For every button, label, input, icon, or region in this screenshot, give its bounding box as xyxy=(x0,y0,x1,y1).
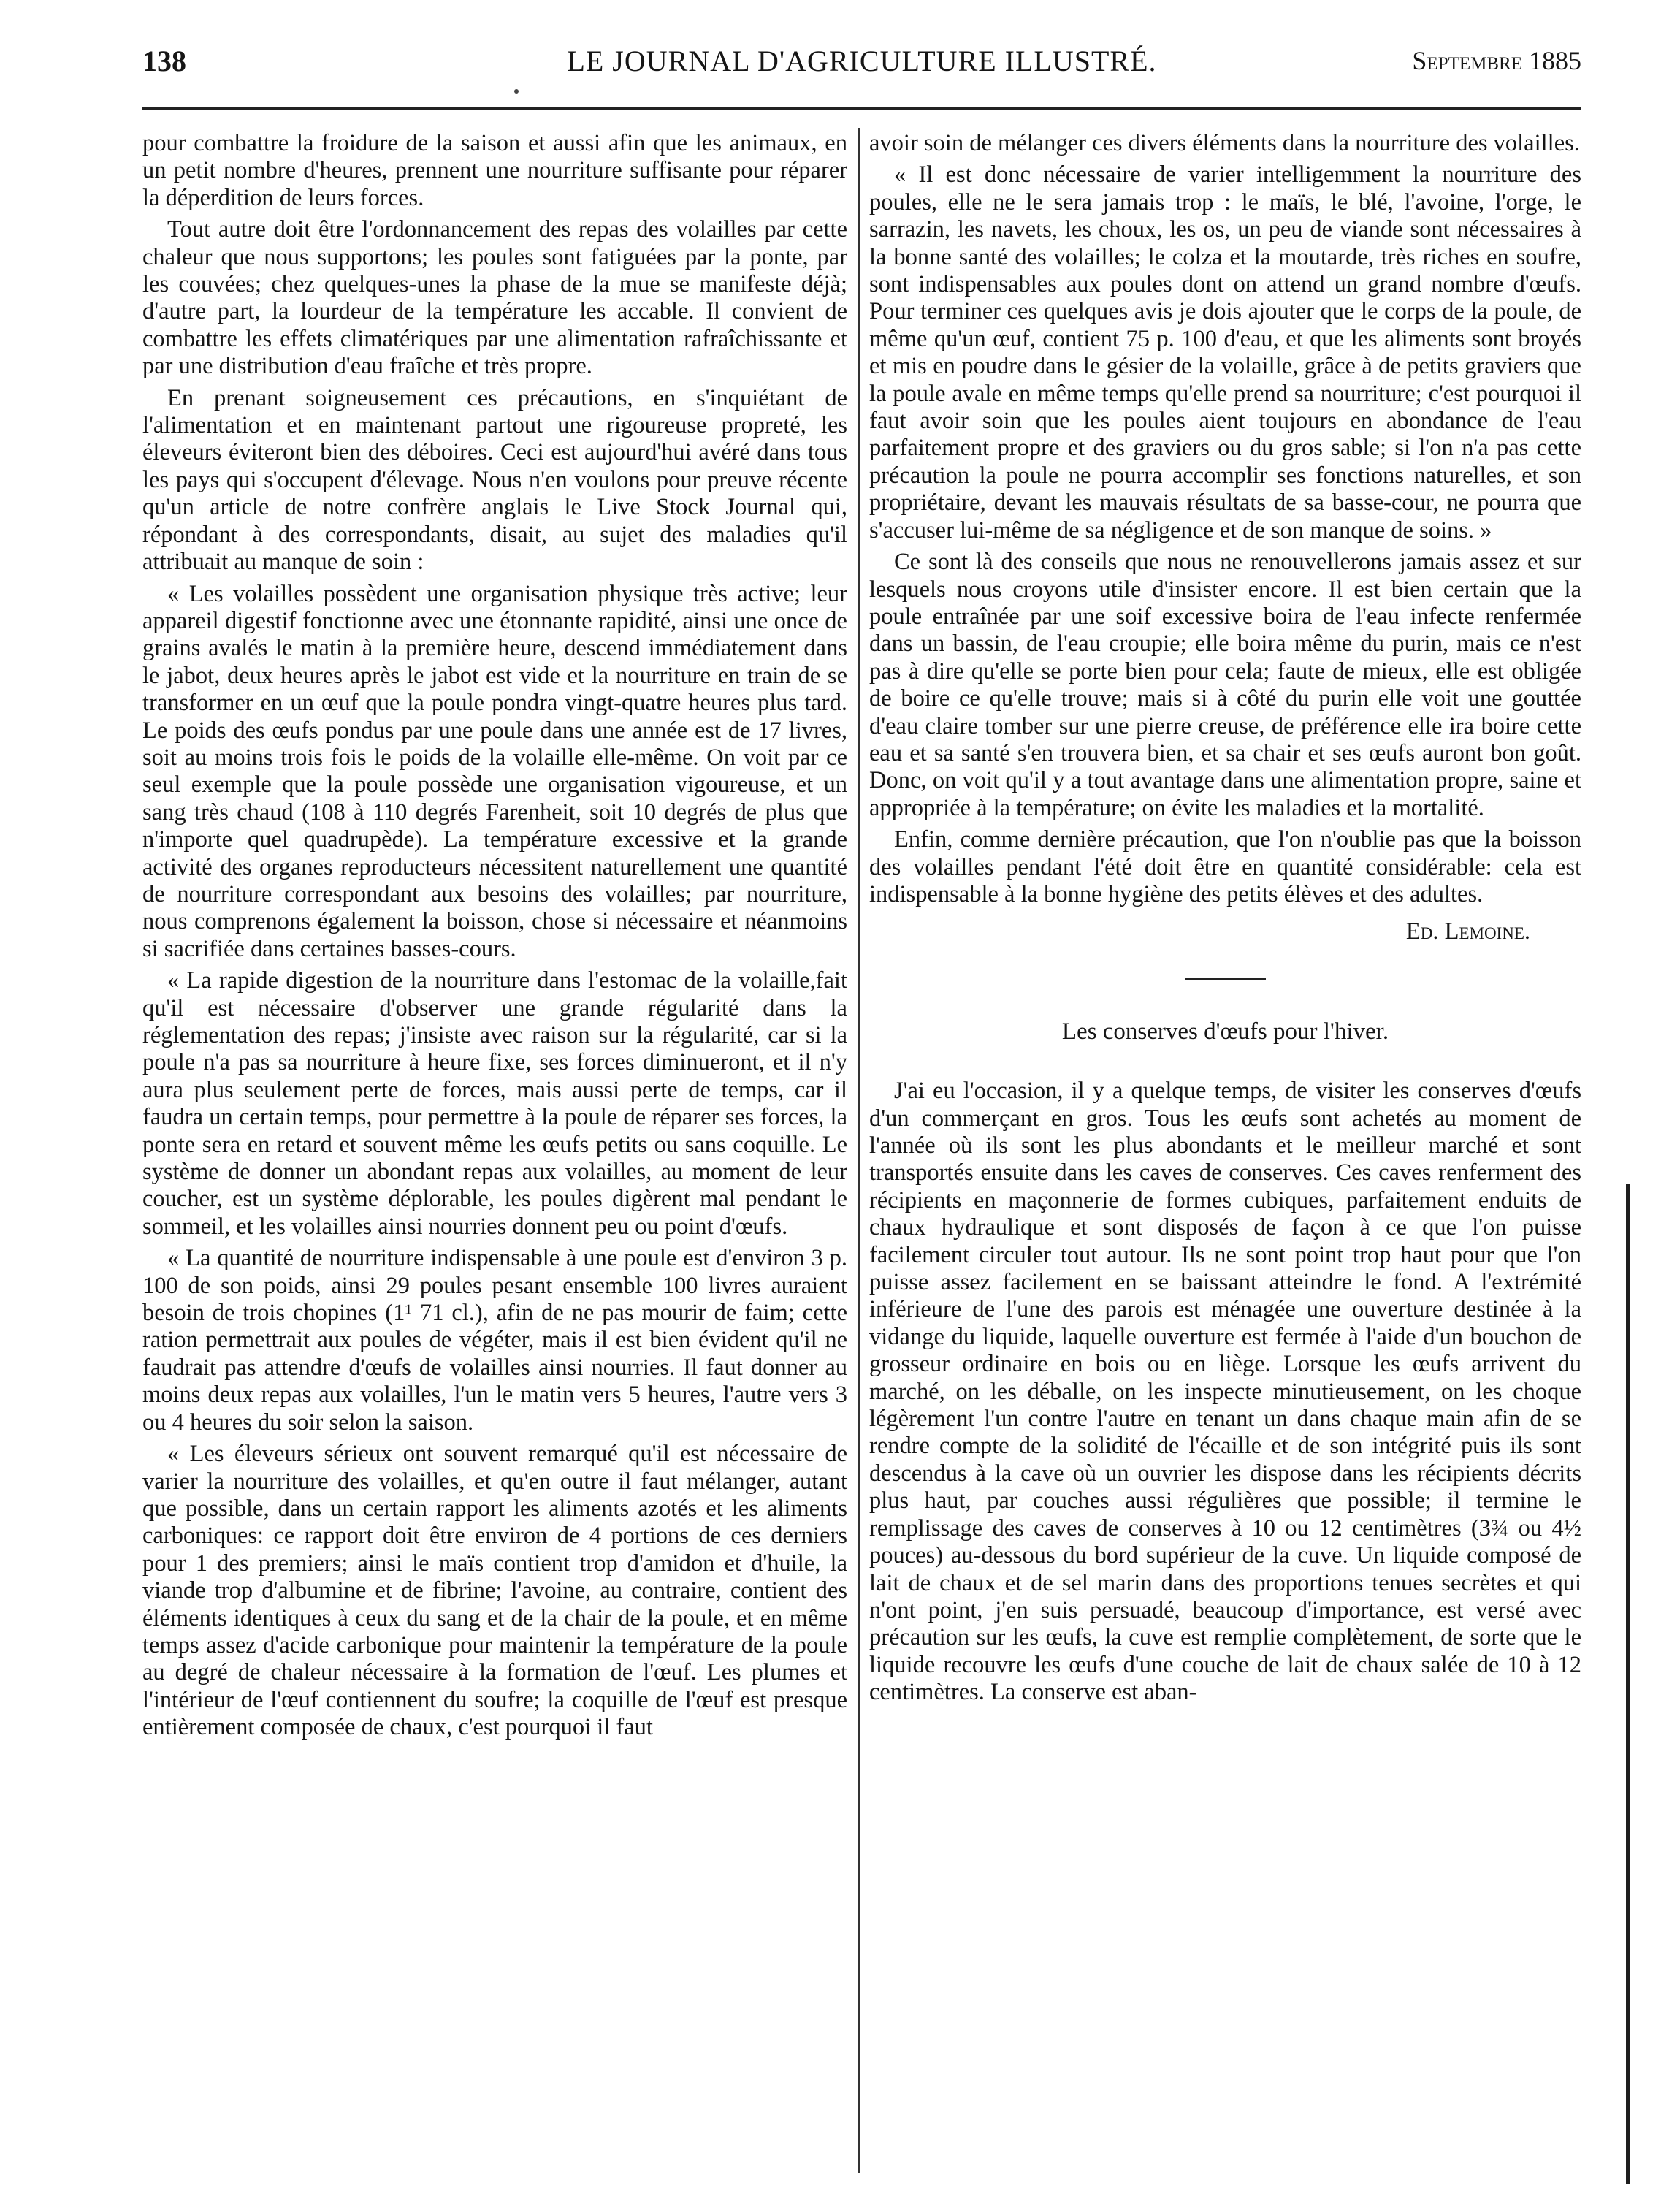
paragraph: Ce sont là des conseils que nous ne renouvellerons jamais assez et sur lesquels nous croyons utile d'insister encore. Il est bien certain que la poule entraînée par une soif excessive boira de l'eau infecte renfermée dans un bassin, de l'eau croupie; elle boira même du purin, mais ce n'est pas à dire qu'elle se porte bien pour cela; faute de mieux, elle est obligée de boire ce qu'elle trouve; mais si à côté du purin elle voit une gouttée d'eau claire tomber sur une pierre creuse, de préférence elle ira boire cette eau et sa santé s'en trouvera bien, et sa chair et ses œufs auront bon goût. Donc, on voit qu'il y a tout avantage dans une alimentation propre, saine et appropriée à la température; on évite les maladies et la mortalité. xyxy=(869,549,1581,821)
header-rule xyxy=(142,107,1581,110)
margin-rule xyxy=(1626,1184,1630,2184)
page-header xyxy=(142,44,1581,88)
paragraph: « Les éleveurs sérieux ont souvent remarqué qu'il est nécessaire de varier la nourriture des volailles, et qu'en outre il faut mélanger, autant que possible, dans un certain rapport les aliments azotés et les aliments carboniques: ce rapport doit être environ de 4 portions de ces derniers pour 1 des premiers; ainsi le maïs contient trop d'amidon et d'huile, la viande trop d'albumine et de fibrine; l'avoine, au contraire, contient des éléments identiques à ceux du sang et de la chair de la poule, et en même temps assez d'acide carbonique pour maintenir la température de la poule au degré de chaleur nécessaire à la formation de l'œuf. Les plumes et l'intérieur de l'œuf contiennent du soufre; la coquille de l'œuf est presque entièrement composée de chaux, c'est pourquoi il faut xyxy=(142,1441,847,1741)
header-dot xyxy=(514,89,519,94)
paragraph: J'ai eu l'occasion, il y a quelque temps, de visiter les conserves d'œufs d'un commerçant en gros. Tous les œufs sont achetés au moment de l'année où ils sont les plus abondants et le meilleur marché et sont transportés ensuite dans les caves de conserves. Ces caves renferment des récipients en maçonnerie de formes cubiques, parfaitement enduits de chaux hydraulique et sont disposés de façon à ce que l'on puisse facilement circuler tout autour. Ils ne sont point trop haut pour que l'on puisse assez facilement en se baissant atteindre le fond. A l'extrémité inférieure de l'une des parois est ménagée une ouverture destinée à la vidange du liquide, laquelle ouverture est fermée à l'aide d'un bouchon de grosseur ordinaire en bois ou en liège. Lorsque les œufs arrivent du marché, on les déballe, on les inspecte minutieusement, on les choque légèrement l'un contre l'autre en tenant un dans chaque main afin de se rendre compte de la solidité de l'écaille et de son intégrité puis ils sont descendus à la cave où un ouvrier les dispose dans les récipients décrits plus haut, par couches aussi régulières que possible; il termine le remplissage des caves de conserves à 10 ou 12 centimètres (3¾ ou 4½ pouces) au-dessous du bord supérieur de la cuve. Un liquide composé de lait de chaux et de sel marin dans des proportions tenues secrètes et qui n'ont point, j'en suis persuadé, beaucoup d'importance, est versé avec précaution sur les œufs, la cuve est remplie complètement, de sorte que le liquide recouvre les œufs d'une couche de lait de chaux salée de 10 à 12 centimètres. La conserve est aban- xyxy=(869,1078,1581,1706)
paragraph: « La rapide digestion de la nourriture dans l'estomac de la volaille,fait qu'il est nécessaire d'observer une grande régularité dans la réglementation des repas; j'insiste avec raison sur la régularité, car si la poule n'a pas sa nourriture à heure fixe, ses forces diminueront, et il n'y aura plus seulement perte de forces, mais aussi perte de temps, car il faudra un certain temps, pour permettre à la poule de réparer ses forces, la ponte sera en retard et souvent même les œufs petits ou sans coquille. Le système de donner un abondant repas aux volailles, au moment de leur coucher, est un système déplorable, les poules digèrent mal pendant le sommeil, et les volailles ainsi nourries donnent peu ou point d'œufs. xyxy=(142,967,847,1240)
section-divider xyxy=(1185,978,1266,980)
paragraph: Enfin, comme dernière précaution, que l'on n'oublie pas que la boisson des volailles pendant l'été doit être en quantité considérable: cela est indispensable à la bonne hygiène des petits élèves et des adultes. xyxy=(869,826,1581,907)
paragraph: Tout autre doit être l'ordonnancement des repas des volailles par cette chaleur que nous supportons; les poules sont fatiguées par la ponte, par les couvées; chez quelques-unes la phase de la mue se manifeste déjà; d'autre part, la lourdeur de la température les accable. Il convient de combattre les effets climatériques par une alimentation rafraîchissante et par une distribution d'eau fraîche et très propre. xyxy=(142,216,847,380)
paragraph: pour combattre la froidure de la saison et aussi afin que les animaux, en un petit nombre d'heures, prennent une nourriture suffisante pour réparer la déperdition de leurs forces. xyxy=(142,130,847,211)
paragraph: « Il est donc nécessaire de varier intelligemment la nourriture des poules, elle ne le sera jamais trop : le maïs, le blé, l'avoine, l'orge, le sarrazin, les navets, les choux, les os, un peu de viande sont nécessaires à la bonne santé des volailles; le colza et la moutarde, très riches en soufre, sont indispensables aux poules dont on attend un grand nombre d'œufs. Pour terminer ces quelques avis je dois ajouter que le corps de la poule, de même qu'un œuf, contient 75 p. 100 d'eau, et que les aliments sont broyés et mis en poudre dans le gésier de la volaille, grâce à de petits graviers que la poule avale en même temps qu'elle prend sa nourriture; c'est pourquoi il faut avoir soin que les poules aient toujours en abondance de l'eau parfaitement propre et des graviers ou du gros sable; si l'on n'a pas cette précaution la poule ne pourra accomplir ses fonctions naturelles, et son propriétaire, devant les mauvais résultats de sa basse-cour, ne pourra que s'accuser lui-même de sa négligence et de son manque de soins. » xyxy=(869,161,1581,544)
paragraph: En prenant soigneusement ces précautions, en s'inquiétant de l'alimentation et en maintenant partout une rigoureuse propreté, les éleveurs éviteront bien des déboires. Ceci est aujourd'hui avéré dans tous les pays qui s'occupent d'élevage. Nous n'en voulons pour preuve récente qu'un article de notre confrère anglais le Live Stock Journal qui, répondant à des correspondants, disait, au sujet des maladies qu'il attribuait au manque de soin : xyxy=(142,384,847,576)
paragraph: « La quantité de nourriture indispensable à une poule est d'environ 3 p. 100 de son poids, ainsi 29 poules pesant ensemble 100 livres auraient besoin de trois chopines (1¹ 71 cl.), afin de ne pas mourir de faim; cette ration permettrait aux poules de végéter, mais il est bien évident qu'il ne faudrait pas attendre d'œufs de volailles ainsi nourries. Il faut donner au moins deux repas aux volailles, l'un le matin vers 5 heures, l'autre vers 3 ou 4 heures du soir selon la saison. xyxy=(142,1245,847,1436)
issue-date: Septembre 1885 xyxy=(1412,46,1581,75)
page-number: 138 xyxy=(142,45,186,77)
paragraph: « Les volailles possèdent une organisation physique très active; leur appareil digestif fonctionne avec une étonnante rapidité, ainsi une once de grains avalés le matin à la première heure, descend immédiatement dans le jabot, deux heures après le jabot est vide et la nourriture en train de se transformer en un œuf que la poule pondra vingt-quatre heures plus tard. Le poids des œufs pondus par une poule dans une année est de 17 livres, soit au moins trois fois le poids de la volaille elle-même. On voit par ce seul exemple que la poule possède une organisation vigoureuse, et un sang très chaud (108 à 110 degrés Farenheit, soit 10 degrés de plus que n'importe quel quadrupède). La température excessive et la grande activité des organes reproducteurs nécessitent naturellement une quantité de nourriture correspondant aux besoins des volailles; par nourriture, nous comprenons également la boisson, chose si nécessaire et néanmoins si sacrifiée dans certaines basses-cours. xyxy=(142,580,847,962)
right-column xyxy=(869,130,1581,1711)
author-signature: Ed. Lemoine. xyxy=(1405,918,1530,945)
journal-title: LE JOURNAL D'AGRICULTURE ILLUSTRÉ. xyxy=(567,45,1157,77)
paragraph: avoir soin de mélanger ces divers éléments dans la nourriture des volailles. xyxy=(869,130,1580,156)
left-column xyxy=(142,130,847,1746)
column-divider xyxy=(858,128,860,2173)
section-title: Les conserves d'œufs pour l'hiver. xyxy=(1061,1018,1389,1045)
